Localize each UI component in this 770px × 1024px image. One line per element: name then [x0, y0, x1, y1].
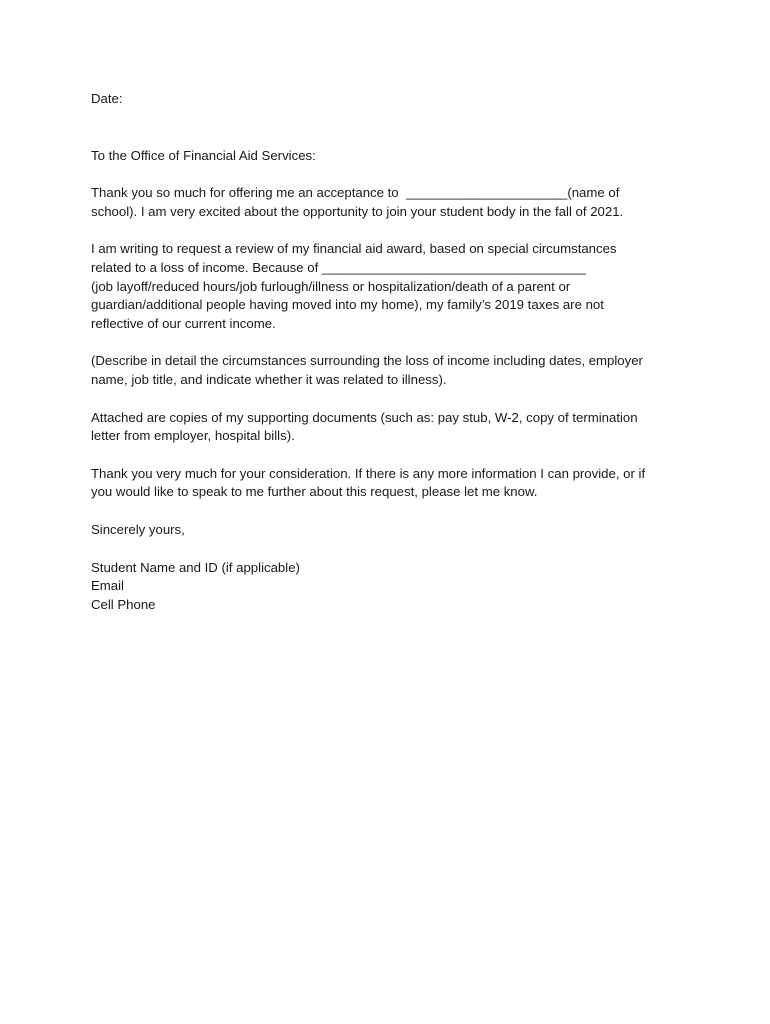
spacer	[91, 333, 691, 352]
spacer	[91, 390, 691, 409]
spacer	[91, 502, 691, 521]
spacer	[91, 540, 691, 559]
paragraph-request	[91, 240, 691, 333]
paragraph-line: letter from employer, hospital bills).	[91, 428, 295, 444]
paragraph-line: guardian/additional people having moved into my home), my family’s 2019 taxes are not	[91, 297, 604, 313]
signature-phone: Cell Phone	[91, 596, 156, 612]
spacer	[91, 446, 691, 465]
date-line: Date:	[91, 91, 123, 106]
paragraph-thanks	[91, 465, 691, 502]
paragraph-line: (job layoff/reduced hours/job furlough/illness or hospitalization/death of a parent or	[91, 278, 571, 294]
letter-body	[91, 90, 691, 614]
paragraph-line: Thank you so much for offering me an acceptance to ______________________(name of	[91, 185, 620, 201]
paragraph-acceptance	[91, 184, 691, 221]
paragraph-line: related to a loss of income. Because of ____________________________________	[91, 259, 586, 275]
signature-email: Email	[91, 578, 124, 594]
salutation: To the Office of Financial Aid Services:	[91, 147, 316, 163]
paragraph-line: Attached are copies of my supporting documents (such as: pay stub, W-2, copy of termination	[91, 409, 638, 425]
paragraph-describe	[91, 352, 691, 389]
spacer	[91, 109, 691, 147]
paragraph-attachments	[91, 409, 691, 446]
paragraph-line: Thank you very much for your consideration. If there is any more information I can provide, or if	[91, 465, 646, 481]
signature-name-id: Student Name and ID (if applicable)	[91, 559, 300, 575]
signature-block	[91, 559, 691, 615]
paragraph-line: you would like to speak to me further about this request, please let me know.	[91, 484, 538, 500]
paragraph-line: (Describe in detail the circumstances surrounding the loss of income including dates, employer	[91, 353, 643, 369]
spacer	[91, 221, 691, 240]
paragraph-line: I am writing to request a review of my financial aid award, based on special circumstances	[91, 241, 617, 257]
paragraph-line: school). I am very excited about the opportunity to join your student body in the fall of 2021.	[91, 203, 624, 219]
paragraph-line: name, job title, and indicate whether it was related to illness).	[91, 371, 447, 387]
closing: Sincerely yours,	[91, 521, 185, 537]
paragraph-line: reflective of our current income.	[91, 315, 276, 331]
spacer	[91, 165, 691, 184]
